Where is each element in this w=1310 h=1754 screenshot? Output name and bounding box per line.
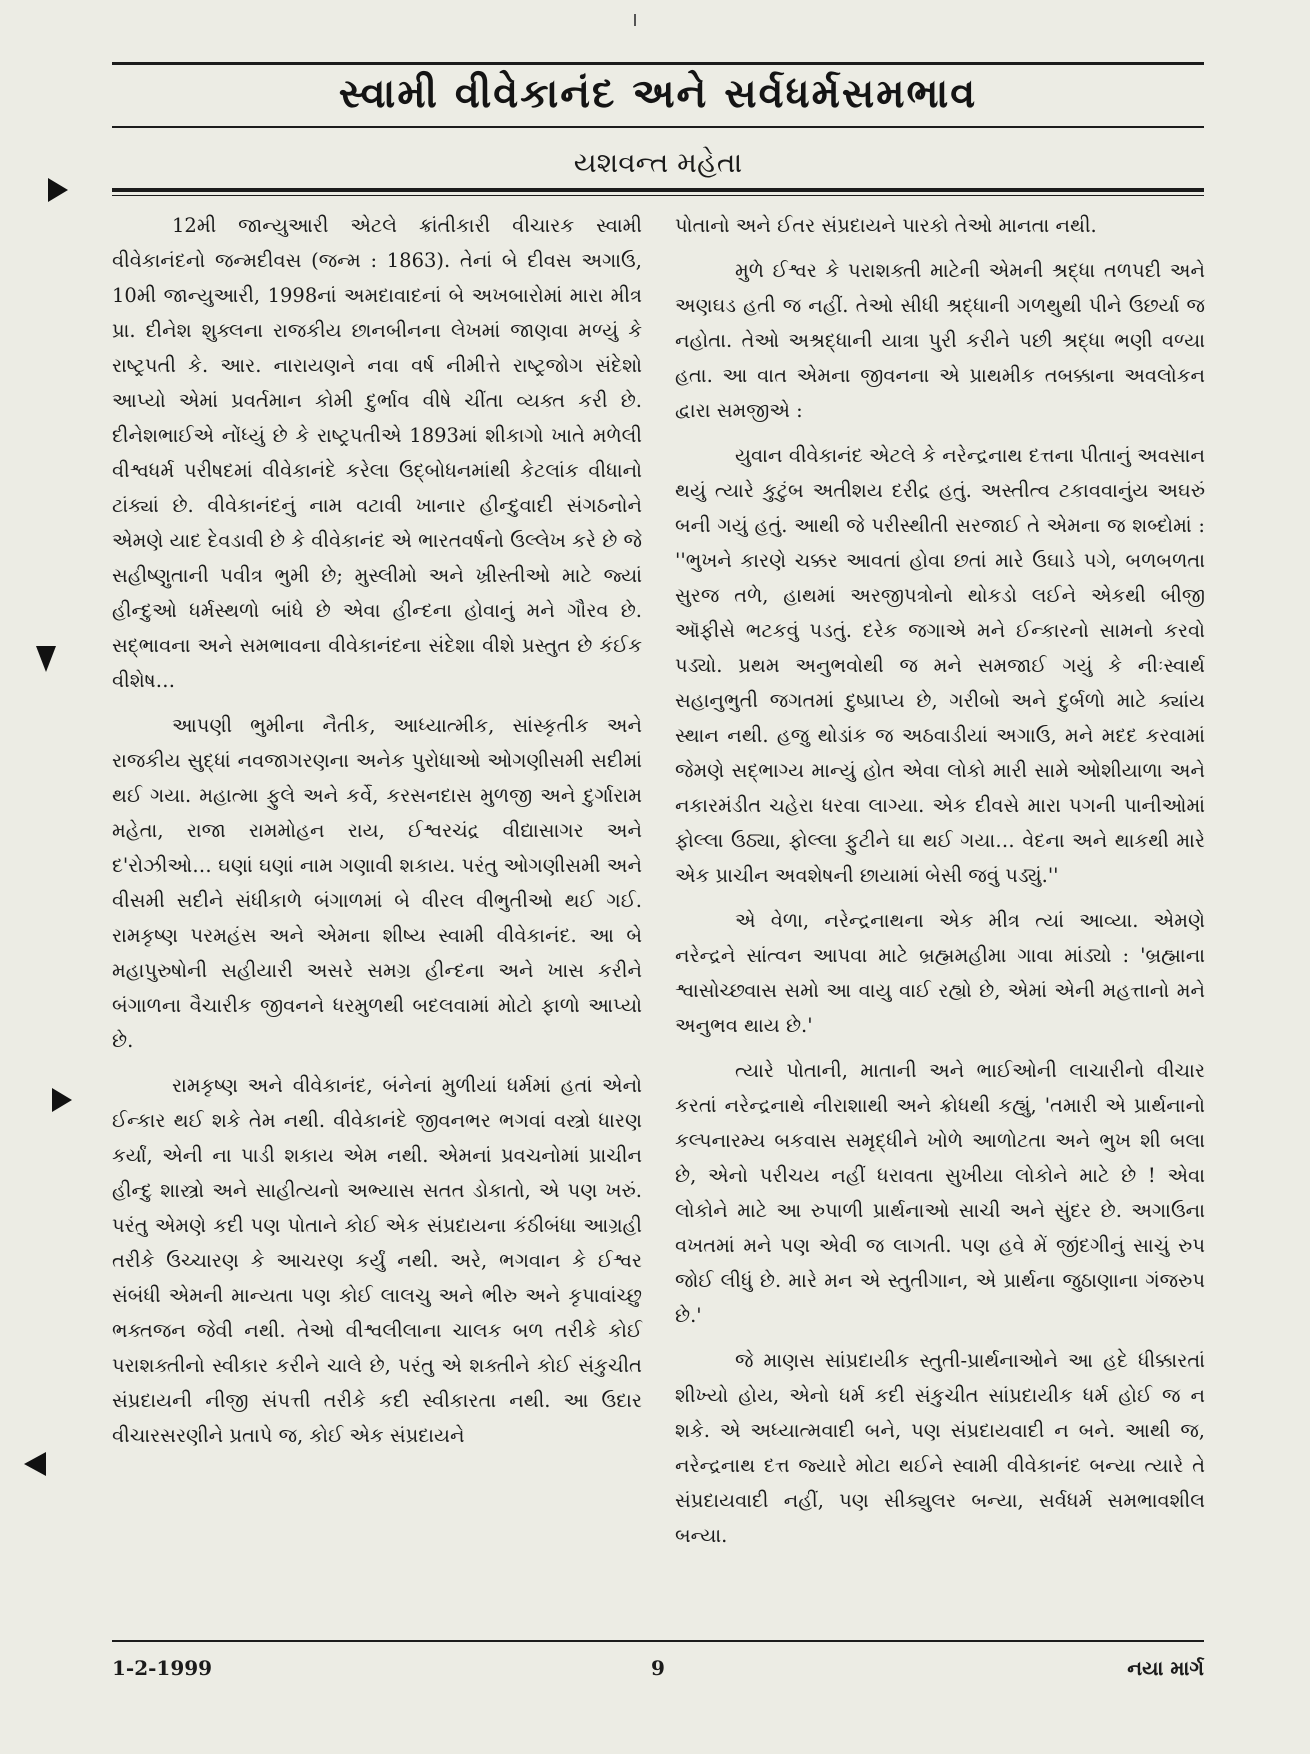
paragraph: મુળે ઈશ્વર કે પરાશક્તી માટેની એમની શ્રદ્ધા તળપદી અને અણઘડ હતી જ નહીં. તેઓ સીધી શ્રદ્ધાની ગળથુથી પીને ઉછર્યા જ નહોતા. તેઓ અશ્રદ્ધાની યાત્રા પુરી કરીને પછી શ્રદ્ધા ભણી વળ્યા હતા. આ વાત એમના જીવનના એ પ્રાથમીક તબક્કાના અવલોકન દ્વારા સમજીએ : — [675, 259, 1205, 422]
left-column — [112, 208, 642, 1463]
paragraph: 12મી જાન્યુઆરી એટલે ક્રાંતીકારી વીચારક સ્વામી વીવેકાનંદનો જન્મદીવસ (જન્મ : 1863). તેનાં બે દીવસ અગાઉ, 10મી જાન્યુઆરી, 1998નાં અમદાવાદનાં બે અખબારોમાં મારા મીત્ર પ્રા. દીનેશ શુક્લના રાજકીય છાનબીનના લેખમાં જાણવા મળ્યું કે રાષ્ટ્રપતી કે. આર. નારાયણને નવા વર્ષ નીમીત્તે રાષ્ટ્રજોગ સંદેશો આપ્યો એમાં પ્રવર્તમાન કોમી દુર્ભાવ વીષે ચીંતા વ્યક્ત કરી છે. દીનેશભાઈએ નોંધ્યું છે કે રાષ્ટ્રપતીએ 1893માં શીકાગો ખાતે મળેલી વીશ્વધર્મ પરીષદમાં વીવેકાનંદે કરેલા ઉદ્બોધનમાંથી કેટલાંક વીધાનો ટાંક્યાં છે. વીવેકાનંદનું નામ વટાવી ખાનાર હીન્દુવાદી સંગઠનોને એમણે યાદ દેવડાવી છે કે વીવેકાનંદ એ ભારતવર્ષનો ઉલ્લેખ કરે છે જે સહીષ્ણુતાની પવીત્ર ભુમી છે; મુસ્લીમો અને ખ્રીસ્તીઓ માટે જ્યાં હીન્દુઓ ધર્મસ્થળો બાંધે છે એવા હીન્દના હોવાનું મને ગૌરવ છે. સદ્ભાવના અને સમભાવના વીવેકાનંદના સંદેશા વીશે પ્રસ્તુત છે કંઈક વીશેષ… — [112, 214, 642, 692]
right-column — [675, 208, 1205, 1563]
binding-mark-icon — [24, 1452, 46, 1476]
page-footer — [112, 1656, 1204, 1686]
author-rule — [112, 188, 1204, 192]
binding-mark-icon — [36, 646, 56, 672]
binding-mark-icon — [52, 1088, 72, 1112]
paragraph: યુવાન વીવેકાનંદ એટલે કે નરેન્દ્રનાથ દત્તના પીતાનું અવસાન થયું ત્યારે કુટુંબ અતીશય દરીદ્ર હતું. અસ્તીત્વ ટકાવવાનુંય અઘરું બની ગયું હતું. આથી જે પરીસ્થીતી સરજાઈ તે એમના જ શબ્દોમાં : ''ભુખને કારણે ચક્કર આવતાં હોવા છતાં મારે ઉઘાડે પગે, બળબળતા સુરજ તળે, હાથમાં અરજીપત્રોનો થોકડો લઈને એકથી બીજી ઑફીસે ભટકવું પડતું. દરેક જગાએ મને ઈન્કારનો સામનો કરવો પડ્યો. પ્રથમ અનુભવોથી જ મને સમજાઈ ગયું કે નીઃસ્વાર્થ સહાનુભુતી જગતમાં દુષ્પ્રાપ્ય છે, ગરીબો અને દુર્બળો માટે ક્યાંય સ્થાન નથી. હજુ થોડાંક જ અઠવાડીયાં અગાઉ, મને મદદ કરવામાં જેમણે સદ્ભાગ્ય માન્યું હોત એવા લોકો મારી સામે ઓશીયાળા અને નકારમંડીત ચહેરા ધરવા લાગ્યા. એક દીવસે મારા પગની પાનીઓમાં ફોલ્લા ઉઠ્યા, ફોલ્લા ફુટીને ઘા થઈ ગયા… વેદના અને થાકથી મારે એક પ્રાચીન અવશેષની છાયામાં બેસી જવું પડ્યું.'' — [675, 444, 1205, 887]
paragraph: ત્યારે પોતાની, માતાની અને ભાઈઓની લાચારીનો વીચાર કરતાં નરેન્દ્રનાથે નીરાશાથી અને ક્રોધથી કહ્યું, 'તમારી એ પ્રાર્થનાનો કલ્પનારમ્ય બકવાસ સમૃદ્ધીને ખોળે આળોટતા અને ભુખ શી બલા છે, એનો પરીચય નહીં ધરાવતા સુખીયા લોકોને માટે છે ! એવા લોકોને માટે આ રુપાળી પ્રાર્થનાઓ સાચી અને સુંદર છે. અગાઉના વખતમાં મને પણ એવી જ લાગતી. પણ હવે મેં જીંદગીનું સાચું રુપ જોઈ લીધું છે. મારે મન એ સ્તુતીગાન, એ પ્રાર્થના જુઠાણાના ગંજરુપ છે.' — [675, 1059, 1205, 1327]
issue-date: 1-2-1999 — [112, 1656, 213, 1680]
binding-mark-icon — [48, 178, 68, 202]
paragraph: જે માણસ સાંપ્રદાયીક સ્તુતી-પ્રાર્થનાઓને આ હદે ધીક્કારતાં શીખ્યો હોય, એનો ધર્મ કદી સંકુચીત સાંપ્રદાયીક ધર્મ હોઈ જ ન શકે. એ અધ્યાત્મવાદી બને, પણ સંપ્રદાયવાદી ન બને. આથી જ, નરેન્દ્રનાથ દત્ત જ્યારે મોટા થઈને સ્વામી વીવેકાનંદ બન્યા ત્યારે તે સંપ્રદાયવાદી નહીં, પણ સીક્યુલર બન્યા, સર્વધર્મ સમભાવશીલ બન્યા. — [675, 1349, 1205, 1547]
title-rule — [112, 126, 1204, 128]
article-title: સ્વામી વીવેકાનંદ અને સર્વધર્મસમભાવ — [338, 70, 978, 117]
paragraph: રામકૃષ્ણ અને વીવેકાનંદ, બંનેનાં મુળીયાં ધર્મમાં હતાં એનો ઈન્કાર થઈ શકે તેમ નથી. વીવેકાનંદે જીવનભર ભગવાં વસ્ત્રો ધારણ કર્યાં, એની ના પાડી શકાય એમ નથી. એમનાં પ્રવચનોમાં પ્રાચીન હીન્દુ શાસ્ત્રો અને સાહીત્યનો અભ્યાસ સતત ડોકાતો, એ પણ ખરું. પરંતુ એમણે કદી પણ પોતાને કોઈ એક સંપ્રદાયના કંઠીબંધા આગ્રહી તરીકે ઉચ્ચારણ કે આચરણ કર્યું નથી. અરે, ભગવાન કે ઈશ્વર સંબંધી એમની માન્યતા પણ કોઈ લાલચુ અને ભીરુ અને કૃપાવાંચ્છુ ભક્તજન જેવી નથી. તેઓ વીશ્વલીલાના ચાલક બળ તરીકે કોઈ પરાશક્તીનો સ્વીકાર કરીને ચાલે છે, પરંતુ એ શક્તીને કોઈ સંકુચીત સંપ્રદાયની નીજી સંપત્તી તરીકે કદી સ્વીકારતા નથી. આ ઉદાર વીચારસરણીને પ્રતાપે જ, કોઈ એક સંપ્રદાયને — [112, 1074, 642, 1447]
magazine-name: નયા માર્ગ — [1127, 1656, 1204, 1680]
author-name: યશવન્ત મહેતા — [573, 146, 743, 179]
paragraph: પોતાનો અને ઈતર સંપ્રદાયને પારકો તેઓ માનતા નથી. — [675, 214, 1097, 237]
scan-mark — [634, 14, 636, 26]
page-number: 9 — [651, 1656, 665, 1680]
paragraph: એ વેળા, નરેન્દ્રનાથના એક મીત્ર ત્યાં આવ્યા. એમણે નરેન્દ્રને સાંત્વન આપવા માટે બ્રહ્મમહીમા ગાવા માંડ્યો : 'બ્રહ્માના શ્વાસોચ્છ્વાસ સમો આ વાયુ વાઈ રહ્યો છે, એમાં એની મહત્તાનો મને અનુભવ થાય છે.' — [675, 909, 1205, 1037]
paragraph: આપણી ભુમીના નૈતીક, આધ્યાત્મીક, સાંસ્કૃતીક અને રાજકીય સુદ્ધાં નવજાગરણના અનેક પુરોધાઓ ઓગણીસમી સદીમાં થઈ ગયા. મહાત્મા ફુલે અને કર્વે, કરસનદાસ મુળજી અને દુર્ગારામ મહેતા, રાજા રામમોહન રાય, ઈશ્વરચંદ્ર વીદ્યાસાગર અને દ'રોઝીઓ… ઘણાં ઘણાં નામ ગણાવી શકાય. પરંતુ ઓગણીસમી અને વીસમી સદીને સંધીકાળે બંગાળમાં બે વીરલ વીભુતીઓ થઈ ગઈ. રામકૃષ્ણ પરમહંસ અને એમના શીષ્ય સ્વામી વીવેકાનંદ. આ બે મહાપુરુષોની સહીયારી અસરે સમગ્ર હીન્દના અને ખાસ કરીને બંગાળના વૈચારીક જીવનને ધરમુળથી બદલવામાં મોટો ફાળો આપ્યો છે. — [112, 714, 642, 1052]
top-rule — [112, 62, 1204, 65]
footer-rule — [112, 1640, 1204, 1642]
author-rule-thin — [112, 195, 1204, 196]
